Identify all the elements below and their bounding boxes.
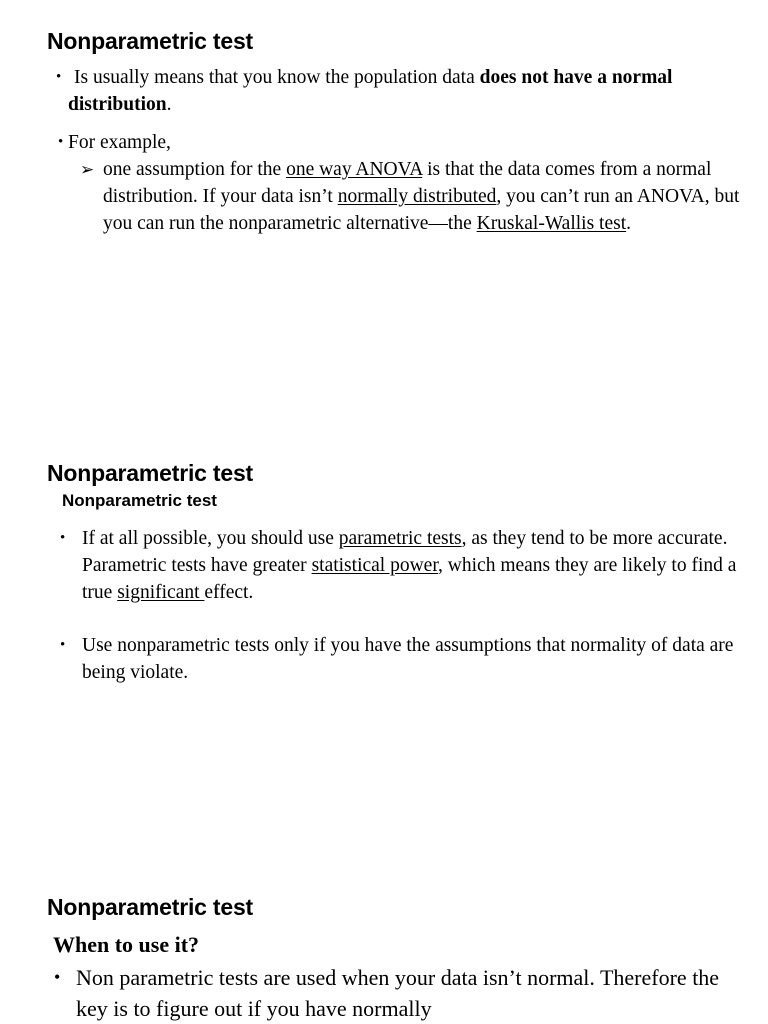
link-parametric-tests[interactable]: parametric tests (338, 528, 462, 549)
slide-3-bullet-1 (54, 962, 756, 1024)
bullet-text-end: . (166, 94, 172, 115)
slide-1-sub-bullet (80, 156, 743, 237)
slide-3-subtitle: When to use it? (53, 932, 200, 957)
bullet-text: Is usually means that you know the population data (74, 67, 480, 88)
slide-2-subtitle: Nonparametric test (62, 491, 217, 510)
bullet-text: Non parametric tests are used when your data isn’t normal. Therefore the key is to figure out if you have normally (76, 965, 720, 1021)
slide-2-title: Nonparametric test (47, 460, 254, 486)
bold-phrase: does not have a normal distribution (68, 67, 673, 115)
bullet-marker: • (60, 530, 66, 546)
sub-text-4: . (626, 213, 632, 234)
bullet-text-3: , which means they are likely to find a true (82, 555, 737, 603)
arrow-bullet-icon: ➢ (80, 160, 95, 179)
sub-text-2: is that the data comes from a normal distribution. If your data isn’t (103, 159, 712, 207)
slide-1-bullet-2 (58, 129, 708, 156)
bullet-marker: • (60, 637, 66, 653)
bullet-marker: • (56, 69, 62, 85)
slide-3-title: Nonparametric test (47, 894, 254, 920)
sub-text-3: , you can’t run an ANOVA, but you can run the nonparametric alternative—the (103, 186, 740, 234)
bullet-text-4: effect. (204, 582, 254, 603)
link-statistical-power[interactable]: statistical power (311, 555, 439, 576)
bullet-text-2: , as they tend to be more accurate. Parametric tests have greater (82, 528, 728, 576)
bullet-marker: • (54, 967, 61, 987)
bullet-marker: • (58, 134, 64, 150)
link-one-way-anova[interactable]: one way ANOVA (286, 159, 423, 180)
slide-2-bullet-1 (60, 525, 737, 606)
link-kruskal-wallis[interactable]: Kruskal-Wallis test (476, 213, 627, 234)
link-significant[interactable]: significant (117, 582, 205, 603)
link-normally-distributed[interactable]: normally distributed (337, 186, 497, 207)
slide-1-bullet-1 (56, 64, 708, 118)
bullet-text: Use nonparametric tests only if you have the assumptions that normality of data are being violate. (82, 635, 734, 683)
bullet-text-1: If at all possible, you should use (82, 528, 339, 549)
sub-text-1: one assumption for the (103, 159, 287, 180)
bullet-text: For example, (68, 132, 171, 153)
slide-1-title: Nonparametric test (47, 28, 254, 54)
slide-2-bullet-2 (60, 632, 742, 686)
